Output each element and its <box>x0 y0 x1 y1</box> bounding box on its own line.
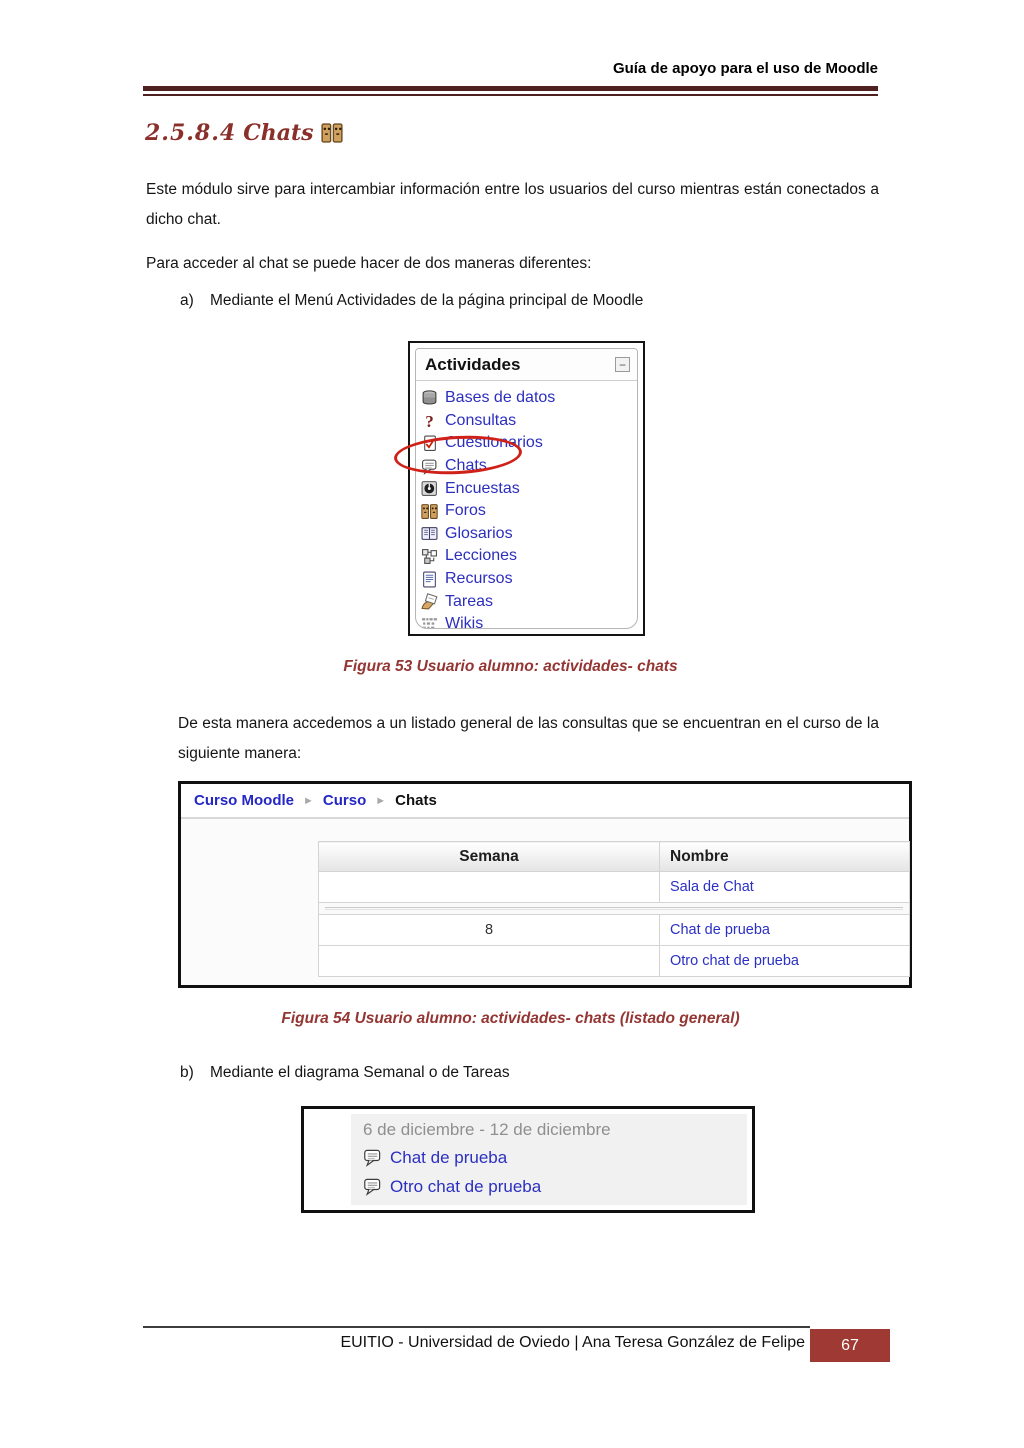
chevron-right-icon: ► <box>375 794 387 807</box>
svg-text:?: ? <box>425 412 434 430</box>
question-icon <box>421 412 438 429</box>
menu-item-glosarios[interactable]: Glosarios <box>421 523 633 546</box>
week-chat-item[interactable] <box>363 1143 747 1172</box>
chat-link[interactable]: Chat de prueba <box>390 1147 508 1167</box>
breadcrumb-curso-moodle[interactable]: Curso Moodle <box>194 792 294 809</box>
header-rule <box>143 86 878 96</box>
forum-icon <box>321 122 343 144</box>
listado-paragraph: De esta manera accedemos a un listado general de las consultas que se encuentran en el curso de la siguiente manera: <box>178 715 879 762</box>
menu-item-lecciones[interactable]: Lecciones <box>421 545 633 568</box>
assignment-icon <box>421 593 438 610</box>
semana-cell: 8 <box>319 915 660 946</box>
column-header-nombre: Nombre <box>660 842 910 872</box>
separator-line <box>325 907 903 910</box>
lesson-icon <box>421 548 438 565</box>
list-item-b <box>180 1064 510 1082</box>
breadcrumb <box>181 784 909 819</box>
table-separator-row <box>319 903 910 915</box>
wiki-icon <box>421 616 438 629</box>
menu-item-wikis[interactable]: Wikis <box>421 613 633 629</box>
figure-54-caption: Figura 54 Usuario alumno: actividades- chats (listado general) <box>281 1010 740 1027</box>
chat-bubble-icon <box>363 1148 382 1167</box>
table-row <box>319 872 910 903</box>
menu-item-cuestionarios[interactable]: Cuestionarios <box>421 432 633 455</box>
table-header-row <box>319 842 910 872</box>
list-text-b: Mediante el diagrama Semanal o de Tareas <box>210 1064 510 1081</box>
weekly-section-panel <box>351 1114 747 1205</box>
chat-link[interactable]: Sala de Chat <box>670 879 754 895</box>
list-item-a <box>180 292 643 310</box>
semana-cell <box>319 946 660 977</box>
breadcrumb-chats: Chats <box>395 792 437 809</box>
week-range-title: 6 de diciembre - 12 de diciembre <box>363 1120 611 1139</box>
collapse-minus-button[interactable]: − <box>615 357 630 372</box>
page-number-badge: 67 <box>810 1329 890 1362</box>
menu-item-tareas[interactable]: Tareas <box>421 590 633 613</box>
menu-item-consultas[interactable]: ? Consultas <box>421 410 633 433</box>
activities-menu-header <box>416 349 637 381</box>
chevron-right-icon: ► <box>303 794 314 807</box>
nombre-cell <box>660 946 910 977</box>
chats-list-screenshot <box>178 781 912 988</box>
section-title: Chats <box>243 120 314 146</box>
activities-menu-screenshot <box>408 341 645 636</box>
table-row <box>319 946 910 977</box>
chat-link[interactable]: Otro chat de prueba <box>390 1176 542 1196</box>
footer-text: EUITIO - Universidad de Oviedo | Ana Teresa González de Felipe <box>340 1334 805 1351</box>
list-text-a: Mediante el Menú Actividades de la página principal de Moodle <box>210 292 644 309</box>
doc-header-title: Guía de apoyo para el uso de Moodle <box>612 60 878 77</box>
activities-menu-title: Actividades <box>425 354 521 374</box>
breadcrumb-curso[interactable]: Curso <box>322 792 367 809</box>
glossary-icon <box>421 525 438 542</box>
list-marker-a: a) <box>180 292 194 309</box>
survey-icon <box>421 480 438 497</box>
activities-menu-items <box>416 381 637 629</box>
chats-table <box>318 841 910 977</box>
menu-item-bases-de-datos[interactable]: Bases de datos <box>421 387 633 410</box>
nombre-cell <box>660 915 910 946</box>
section-heading <box>145 120 343 146</box>
chat-bubble-icon <box>363 1177 382 1196</box>
chat-link[interactable]: Chat de prueba <box>670 922 770 938</box>
resource-icon <box>421 571 438 588</box>
list-marker-b: b) <box>180 1064 194 1081</box>
column-header-semana: Semana <box>319 842 660 872</box>
nombre-cell <box>660 872 910 903</box>
weekly-diagram-screenshot <box>301 1106 755 1213</box>
forum-icon <box>421 503 438 520</box>
footer-rule <box>143 1326 810 1328</box>
table-row <box>319 915 910 946</box>
access-paragraph: Para acceder al chat se puede hacer de dos maneras diferentes: <box>146 255 592 272</box>
semana-cell <box>319 872 660 903</box>
menu-item-recursos[interactable]: Recursos <box>421 568 633 591</box>
intro-paragraph: Este módulo sirve para intercambiar información entre los usuarios del curso mientras están conectados a dicho chat. <box>146 181 879 228</box>
week-chat-item[interactable] <box>363 1172 747 1201</box>
section-number: 2.5.8.4 <box>145 120 237 146</box>
figure-53-caption: Figura 53 Usuario alumno: actividades- chats <box>343 658 678 675</box>
menu-item-encuestas[interactable]: Encuestas <box>421 477 633 500</box>
activities-menu-panel <box>415 348 638 629</box>
menu-item-foros[interactable]: Foros <box>421 500 633 523</box>
menu-item-chats[interactable]: Chats <box>421 455 633 478</box>
chat-link[interactable]: Otro chat de prueba <box>670 953 799 969</box>
database-icon <box>421 390 438 407</box>
